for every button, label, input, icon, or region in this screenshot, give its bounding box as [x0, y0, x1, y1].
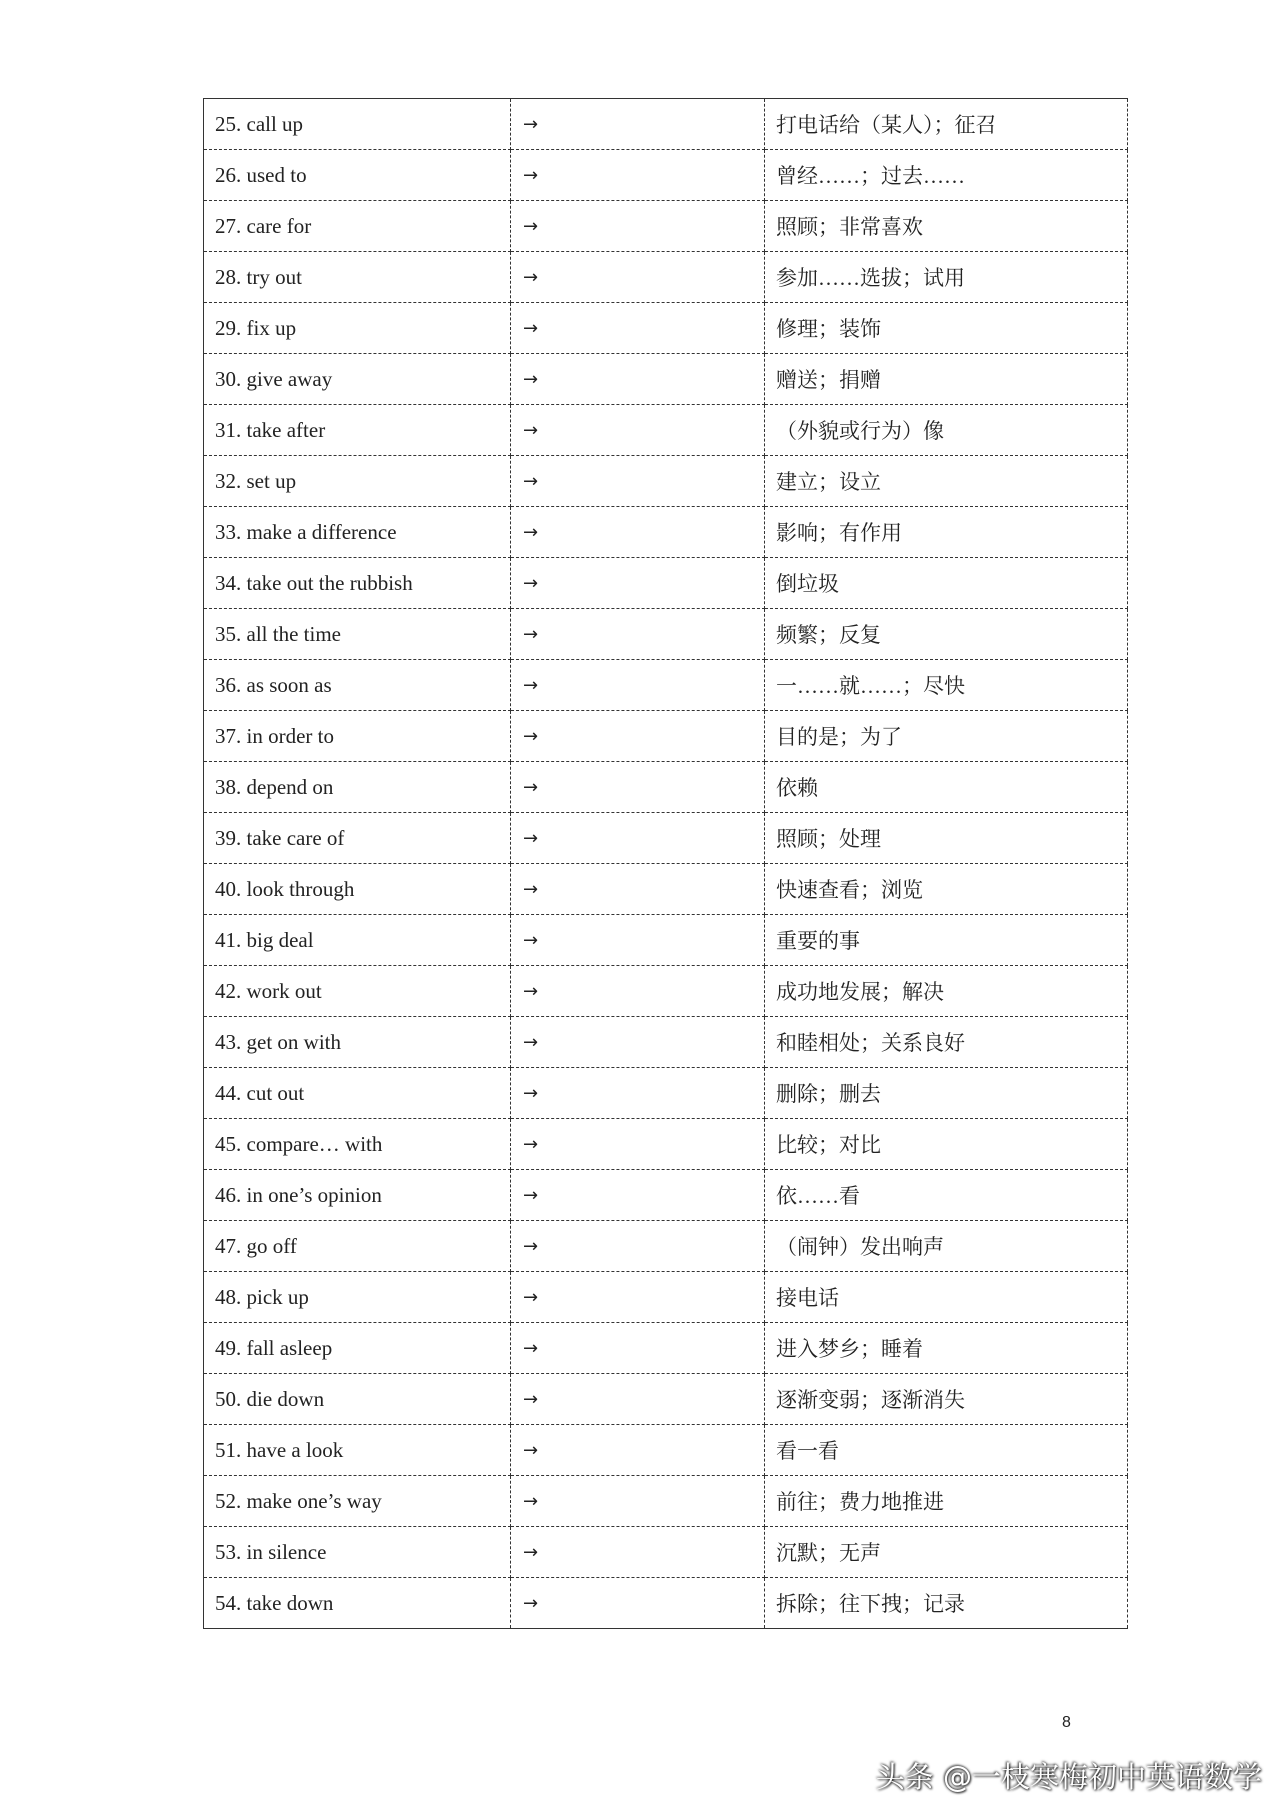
phrase-cell: 49. fall asleep [204, 1323, 511, 1374]
table-row [204, 1017, 1128, 1068]
phrase-cell: 29. fix up [204, 303, 511, 354]
phrase-cell: 34. take out the rubbish [204, 558, 511, 609]
arrow-icon: → [511, 660, 765, 711]
arrow-icon: → [511, 150, 765, 201]
meaning-cell: 进入梦乡；睡着 [765, 1323, 1128, 1374]
arrow-icon: → [511, 1323, 765, 1374]
arrow-icon: → [511, 1476, 765, 1527]
arrow-icon: → [511, 1068, 765, 1119]
arrow-icon: → [511, 1221, 765, 1272]
arrow-icon: → [511, 1374, 765, 1425]
phrase-cell: 38. depend on [204, 762, 511, 813]
phrase-cell: 41. big deal [204, 915, 511, 966]
table-row [204, 864, 1128, 915]
table-row [204, 456, 1128, 507]
table-row [204, 558, 1128, 609]
meaning-cell: 依……看 [765, 1170, 1128, 1221]
table-row [204, 99, 1128, 150]
meaning-cell: 重要的事 [765, 915, 1128, 966]
phrase-cell: 31. take after [204, 405, 511, 456]
meaning-cell: 赠送；捐赠 [765, 354, 1128, 405]
table-row [204, 762, 1128, 813]
phrase-cell: 46. in one’s opinion [204, 1170, 511, 1221]
arrow-icon: → [511, 609, 765, 660]
table-row [204, 609, 1128, 660]
phrase-table [203, 98, 1128, 1629]
meaning-cell: 一……就……；尽快 [765, 660, 1128, 711]
arrow-icon: → [511, 1119, 765, 1170]
table-row [204, 1578, 1128, 1629]
table-row [204, 1119, 1128, 1170]
phrase-cell: 45. compare… with [204, 1119, 511, 1170]
arrow-icon: → [511, 1527, 765, 1578]
meaning-cell: 修理；装饰 [765, 303, 1128, 354]
meaning-cell: 打电话给（某人）；征召 [765, 99, 1128, 150]
arrow-icon: → [511, 354, 765, 405]
table-row [204, 1272, 1128, 1323]
phrase-cell: 36. as soon as [204, 660, 511, 711]
meaning-cell: 快速查看；浏览 [765, 864, 1128, 915]
phrase-cell: 27. care for [204, 201, 511, 252]
meaning-cell: 成功地发展；解决 [765, 966, 1128, 1017]
table-row [204, 813, 1128, 864]
table-row [204, 405, 1128, 456]
table-row [204, 1527, 1128, 1578]
arrow-icon: → [511, 405, 765, 456]
meaning-cell: 依赖 [765, 762, 1128, 813]
phrase-cell: 50. die down [204, 1374, 511, 1425]
table-row [204, 303, 1128, 354]
phrase-cell: 53. in silence [204, 1527, 511, 1578]
meaning-cell: 删除；删去 [765, 1068, 1128, 1119]
phrase-cell: 40. look through [204, 864, 511, 915]
arrow-icon: → [511, 507, 765, 558]
arrow-icon: → [511, 1272, 765, 1323]
meaning-cell: 目的是；为了 [765, 711, 1128, 762]
phrase-cell: 54. take down [204, 1578, 511, 1629]
table-row [204, 1425, 1128, 1476]
table-row [204, 201, 1128, 252]
phrase-cell: 37. in order to [204, 711, 511, 762]
table-row [204, 660, 1128, 711]
meaning-cell: 影响；有作用 [765, 507, 1128, 558]
table-row [204, 507, 1128, 558]
table-row [204, 252, 1128, 303]
meaning-cell: 照顾；处理 [765, 813, 1128, 864]
phrase-table-body [204, 99, 1128, 1629]
table-row [204, 1374, 1128, 1425]
meaning-cell: （外貌或行为）像 [765, 405, 1128, 456]
phrase-cell: 33. make a difference [204, 507, 511, 558]
meaning-cell: 接电话 [765, 1272, 1128, 1323]
phrase-cell: 26. used to [204, 150, 511, 201]
meaning-cell: 看一看 [765, 1425, 1128, 1476]
meaning-cell: 前往；费力地推进 [765, 1476, 1128, 1527]
meaning-cell: 比较；对比 [765, 1119, 1128, 1170]
phrase-cell: 47. go off [204, 1221, 511, 1272]
meaning-cell: 参加……选拔；试用 [765, 252, 1128, 303]
table-row [204, 915, 1128, 966]
arrow-icon: → [511, 864, 765, 915]
table-row [204, 1221, 1128, 1272]
phrase-cell: 32. set up [204, 456, 511, 507]
phrase-cell: 48. pick up [204, 1272, 511, 1323]
meaning-cell: 照顾；非常喜欢 [765, 201, 1128, 252]
arrow-icon: → [511, 558, 765, 609]
arrow-icon: → [511, 966, 765, 1017]
phrase-cell: 51. have a look [204, 1425, 511, 1476]
meaning-cell: 频繁；反复 [765, 609, 1128, 660]
meaning-cell: 建立；设立 [765, 456, 1128, 507]
phrase-cell: 43. get on with [204, 1017, 511, 1068]
arrow-icon: → [511, 762, 765, 813]
phrase-cell: 35. all the time [204, 609, 511, 660]
meaning-cell: （闹钟）发出响声 [765, 1221, 1128, 1272]
arrow-icon: → [511, 915, 765, 966]
meaning-cell: 倒垃圾 [765, 558, 1128, 609]
meaning-cell: 逐渐变弱；逐渐消失 [765, 1374, 1128, 1425]
arrow-icon: → [511, 1017, 765, 1068]
table-row [204, 1068, 1128, 1119]
meaning-cell: 曾经……；过去…… [765, 150, 1128, 201]
table-row [204, 1476, 1128, 1527]
table-row [204, 966, 1128, 1017]
phrase-cell: 52. make one’s way [204, 1476, 511, 1527]
arrow-icon: → [511, 303, 765, 354]
arrow-icon: → [511, 99, 765, 150]
table-row [204, 1170, 1128, 1221]
meaning-cell: 沉默；无声 [765, 1527, 1128, 1578]
meaning-cell: 和睦相处；关系良好 [765, 1017, 1128, 1068]
phrase-cell: 44. cut out [204, 1068, 511, 1119]
meaning-cell: 拆除；往下拽；记录 [765, 1578, 1128, 1629]
phrase-cell: 28. try out [204, 252, 511, 303]
table-row [204, 354, 1128, 405]
arrow-icon: → [511, 1170, 765, 1221]
phrase-cell: 25. call up [204, 99, 511, 150]
phrase-cell: 30. give away [204, 354, 511, 405]
arrow-icon: → [511, 1578, 765, 1629]
arrow-icon: → [511, 813, 765, 864]
phrase-cell: 39. take care of [204, 813, 511, 864]
watermark: 头条 @一枝寒梅初中英语数学 [875, 1760, 1262, 1794]
page-number: 8 [1062, 1714, 1071, 1731]
phrase-cell: 42. work out [204, 966, 511, 1017]
table-row [204, 150, 1128, 201]
table-row [204, 711, 1128, 762]
arrow-icon: → [511, 456, 765, 507]
arrow-icon: → [511, 252, 765, 303]
arrow-icon: → [511, 201, 765, 252]
arrow-icon: → [511, 1425, 765, 1476]
table-row [204, 1323, 1128, 1374]
arrow-icon: → [511, 711, 765, 762]
